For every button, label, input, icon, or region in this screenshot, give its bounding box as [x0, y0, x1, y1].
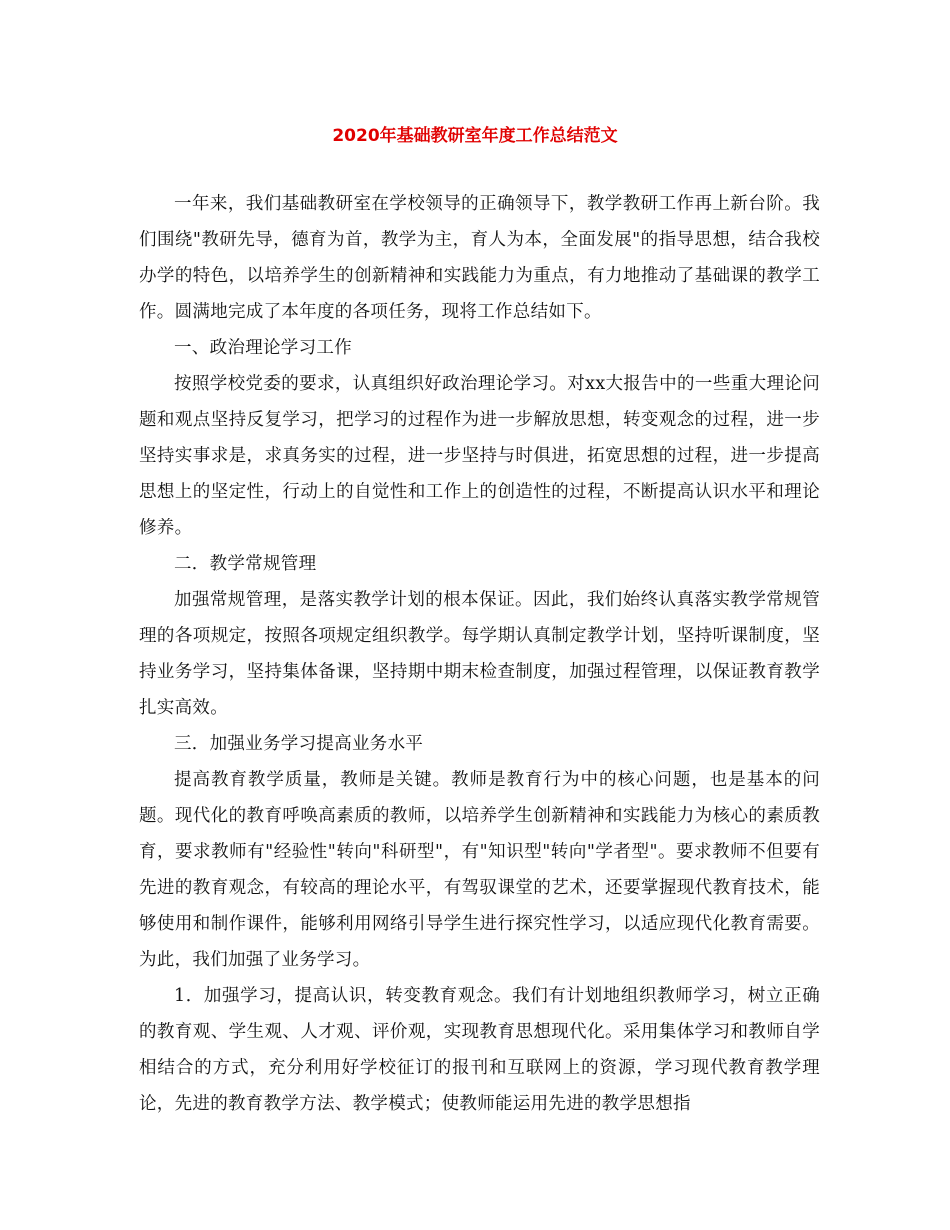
paragraph-political-study: 按照学校党委的要求，认真组织好政治理论学习。对xx大报告中的一些重大理论问题和观点坚持反复学习，把学习的过程作为进一步解放思想，转变观念的过程，进一步坚持实事求是，求真务实的过程，进一步坚持与时俱进，拓宽思想的过程，进一步提高思想上的坚定性，行动上的自觉性和工作上的创造性的过程，不断提高认识水平和理论修养。 [139, 374, 820, 538]
paragraph-routine-management: 加强常规管理，是落实教学计划的根本保证。因此，我们始终认真落实教学常规管理的各项规定，按照各项规定组织教学。每学期认真制定教学计划，坚持听课制度，坚持业务学习，坚持集体备课，坚持期中期末检查制度，加强过程管理，以保证教育教学扎实高效。 [139, 590, 820, 718]
paragraph-item-1: 1．加强学习，提高认识，转变教育观念。我们有计划地组织教师学习，树立正确的教育观、学生观、人才观、评价观，实现教育思想现代化。采用集体学习和教师自学相结合的方式，充分利用好学校征订的报刊和互联网上的资源，学习现代教育教学理论，先进的教育教学方法、教学模式；使教师能运用先进的教学思想指 [139, 986, 820, 1114]
paragraph-intro: 一年来，我们基础教研室在学校领导的正确领导下，教学教研工作再上新台阶。我们围绕"教研先导，德育为首，教学为主，育人为本，全面发展"的指导思想，结合我校办学的特色，以培养学生的创新精神和实践能力为重点，有力地推动了基础课的教学工作。圆满地完成了本年度的各项任务，现将工作总结如下。 [139, 194, 820, 322]
section-heading-1: 一、政治理论学习工作 [174, 338, 352, 358]
document-body [139, 186, 820, 1122]
section-heading-3: 三．加强业务学习提高业务水平 [174, 734, 424, 754]
document-title: 2020年基础教研室年度工作总结范文 [332, 126, 618, 146]
paragraph-professional-study: 提高教育教学质量，教师是关键。教师是教育行为中的核心问题，也是基本的问题。现代化的教育呼唤高素质的教师，以培养学生创新精神和实践能力为核心的素质教育，要求教师有"经验性"转向"科研型"，有"知识型"转向"学者型"。要求教师不但要有先进的教育观念，有较高的理论水平，有驾驭课堂的艺术，还要掌握现代教育技术，能够使用和制作课件，能够利用网络引导学生进行探究性学习，以适应现代化教育需要。为此，我们加强了业务学习。 [139, 770, 820, 970]
section-heading-2: 二．教学常规管理 [174, 554, 317, 574]
